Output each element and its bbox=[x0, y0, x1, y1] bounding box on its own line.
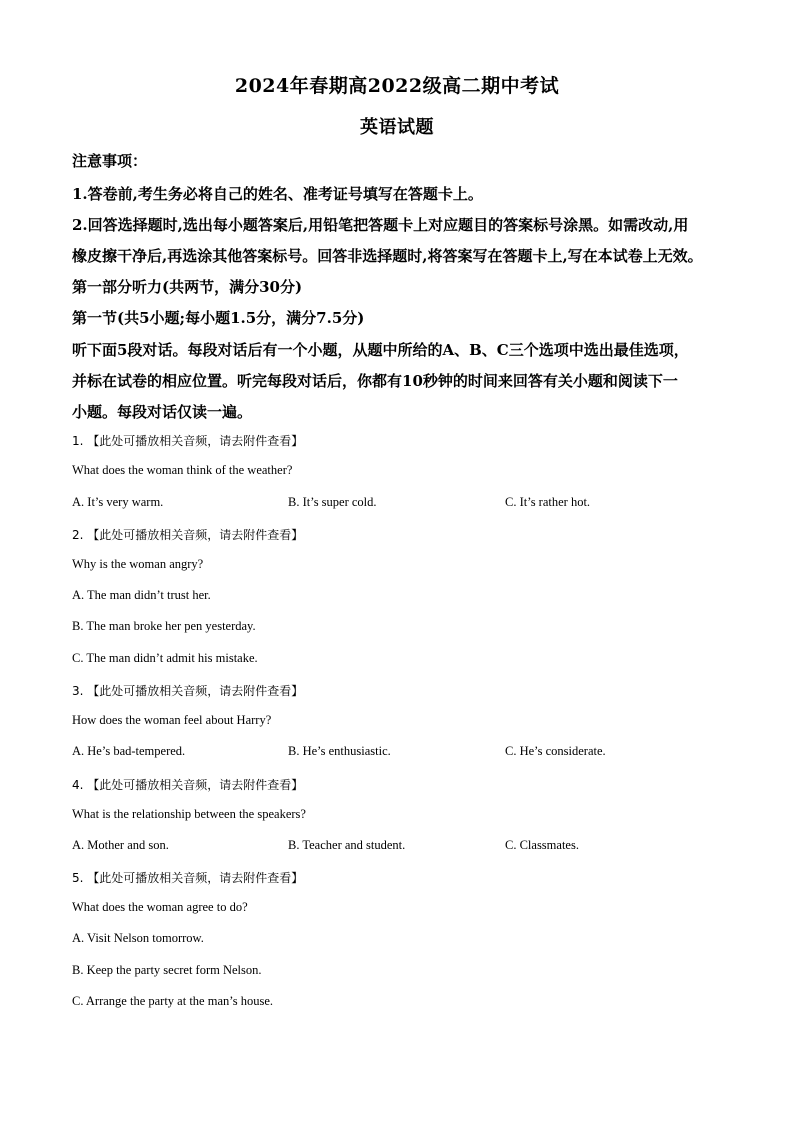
question-3-stem: How does the woman feel about Harry? bbox=[72, 713, 272, 727]
question-4-stem: What is the relationship between the speakers? bbox=[72, 807, 306, 821]
question-1-option-a: A. It’s very warm. bbox=[72, 495, 164, 509]
question-4-option-a: A. Mother and son. bbox=[72, 838, 169, 852]
question-1-option-b: B. It’s super cold. bbox=[288, 495, 377, 509]
question-3-audio-note: 3. 【此处可播放相关音频，请去附件查看】 bbox=[72, 684, 304, 698]
instructions-line-2: 并标在试卷的相应位置。听完每段对话后，你都有10秒钟的时间来回答有关小题和阅读下一 bbox=[72, 372, 678, 390]
exam-subtitle: 英语试题 bbox=[360, 117, 434, 138]
question-3-option-b: B. He’s enthusiastic. bbox=[288, 744, 391, 758]
question-1-option-c: C. It’s rather hot. bbox=[505, 495, 591, 509]
question-5-audio-note: 5. 【此处可播放相关音频，请去附件查看】 bbox=[72, 871, 304, 885]
question-1-stem: What does the woman think of the weather? bbox=[72, 463, 293, 477]
question-4-option-b: B. Teacher and student. bbox=[288, 838, 406, 852]
question-2-audio-note: 2. 【此处可播放相关音频，请去附件查看】 bbox=[72, 528, 304, 542]
question-4-audio-note: 4. 【此处可播放相关音频，请去附件查看】 bbox=[72, 778, 304, 792]
question-3-option-c: C. He’s considerate. bbox=[505, 744, 606, 758]
notes-item-2-line-1: 2.回答选择题时,选出每小题答案后,用铅笔把答题卡上对应题目的答案标号涂黑。如需改动,用 bbox=[72, 216, 689, 234]
question-5-stem: What does the woman agree to do? bbox=[72, 900, 248, 914]
question-5-option-b: B. Keep the party secret form Nelson. bbox=[72, 963, 262, 977]
question-5-option-a: A. Visit Nelson tomorrow. bbox=[72, 931, 204, 945]
question-3-option-a: A. He’s bad-tempered. bbox=[72, 744, 186, 758]
section-heading: 第一节(共5小题;每小题1.5分，满分7.5分) bbox=[72, 309, 365, 327]
notes-item-1: 1.答卷前,考生务必将自己的姓名、准考证号填写在答题卡上。 bbox=[72, 185, 483, 203]
notes-heading: 注意事项： bbox=[72, 152, 148, 170]
part-heading: 第一部分听力(共两节，满分30分) bbox=[72, 278, 303, 296]
notes-item-2-line-2: 橡皮擦干净后,再选涂其他答案标号。回答非选择题时,将答案写在答题卡上,写在本试卷上无效。 bbox=[72, 247, 703, 265]
exam-title: 2024年春期高2022级高二期中考试 bbox=[234, 75, 560, 97]
question-1-audio-note: 1. 【此处可播放相关音频，请去附件查看】 bbox=[72, 434, 304, 448]
question-2-stem: Why is the woman angry? bbox=[72, 557, 204, 571]
instructions-line-3: 小题。每段对话仅读一遍。 bbox=[72, 403, 253, 421]
instructions-line-1: 听下面5段对话。每段对话后有一个小题，从题中所给的A、B、C三个选项中选出最佳选项， bbox=[72, 341, 689, 359]
question-4-option-c: C. Classmates. bbox=[505, 838, 579, 852]
question-2-option-c: C. The man didn’t admit his mistake. bbox=[72, 651, 258, 665]
question-5-option-c: C. Arrange the party at the man’s house. bbox=[72, 994, 273, 1008]
question-2-option-b: B. The man broke her pen yesterday. bbox=[72, 619, 256, 633]
question-2-option-a: A. The man didn’t trust her. bbox=[72, 588, 211, 602]
